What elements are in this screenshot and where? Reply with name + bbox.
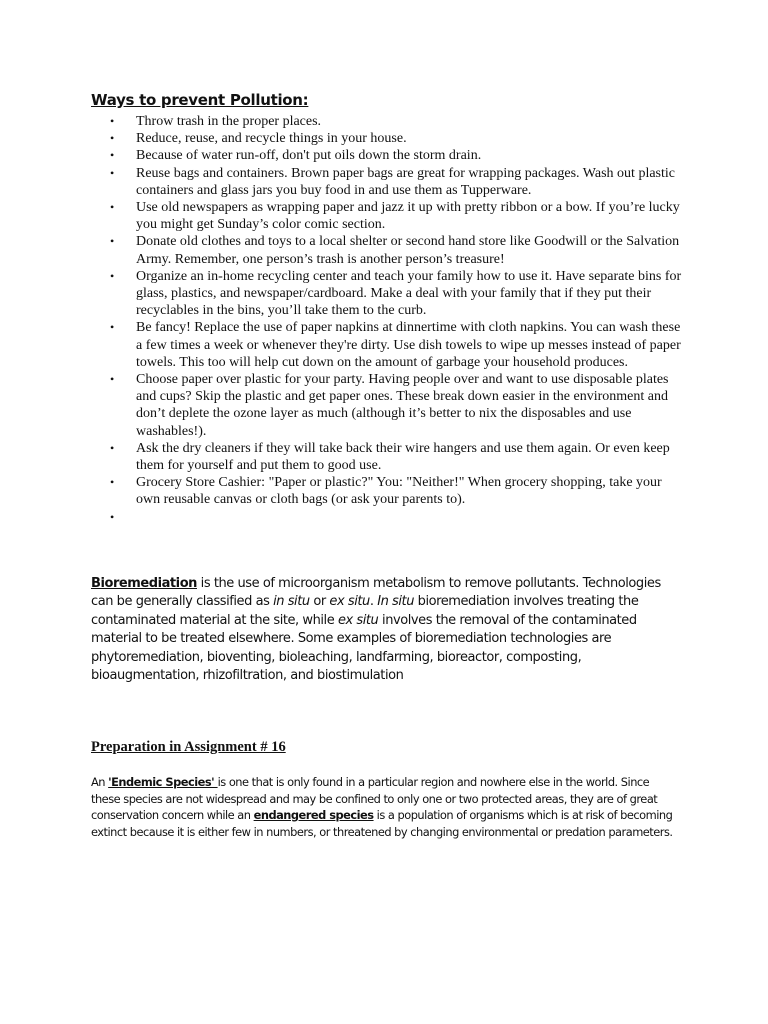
tip-text: Ask the dry cleaners if they will take back their wire hangers and use them again. Or even keep them for yourself and put them to good use. (136, 440, 670, 474)
tip-text: Be fancy! Replace the use of paper napkins at dinnertime with cloth napkins. You can wash these a few times a week or whenever they're dirty. Use dish towels to wipe up messes instead of paper towels. This too will help cut down on the amount of garbage your household produces. (136, 320, 681, 370)
tip-text: Because of water run-off, don't put oils down the storm drain. (136, 148, 482, 164)
list-item (108, 319, 688, 371)
species-text: is one that is only found in a particular region and nowhere else in the world. Since these species are not widespread and may be confined to only one or two protected areas, they are of great conservation concern while an (91, 775, 658, 823)
endangered-species-term: endangered species (253, 808, 374, 823)
bullet-icon: • (110, 165, 115, 180)
tip-text: Grocery Store Cashier: "Paper or plastic?" You: "Neither!" When grocery shopping, take your own reusable canvas or cloth bags (or ask your parents to). (136, 475, 662, 508)
bio-text: or (309, 594, 330, 610)
bullet-icon: • (110, 131, 115, 146)
tip-text: Organize an in-home recycling center and teach your family how to use it. Have separate bins for glass, plastics, and newspaper/cardboard. Make a deal with your family that if they put their recyclables in the bins, you’ll take them to the curb. (136, 268, 682, 319)
bullet-icon: • (110, 268, 115, 283)
list-item (108, 233, 688, 267)
list-item (108, 474, 688, 508)
pollution-tips-list (108, 113, 688, 531)
tip-text: Use old newspapers as wrapping paper and jazz it up with pretty ribbon or a bow. If you’re lucky you might get Sunday’s color comic section. (136, 200, 680, 233)
list-item (108, 199, 688, 233)
bullet-icon: • (110, 148, 115, 163)
ex-situ-term: ex situ (337, 612, 379, 628)
ex-situ-term: ex situ (329, 594, 370, 610)
species-text: is a population of organisms which is at risk of becoming extinct because it is either few in numbers, or threatened by changing environmental or predation parameters. (91, 808, 673, 839)
bullet-icon: • (110, 320, 115, 335)
in-situ-term: in situ (273, 594, 310, 610)
list-item (108, 371, 688, 440)
list-item (108, 268, 688, 320)
list-item-empty (108, 509, 688, 531)
pollution-heading: Ways to prevent Pollution: (91, 91, 309, 109)
bioremediation-term: Bioremediation (91, 576, 197, 591)
tip-text: Reuse bags and containers. Brown paper bags are great for wrapping packages. Wash out plastic containers and glass jars you buy food in and use them as Tupperware. (136, 165, 675, 198)
bullet-icon: • (110, 440, 115, 455)
tip-text: Donate old clothes and toys to a local shelter or second hand store like Goodwill or the Salvation Army. Remember, one person’s trash is another person’s treasure! (136, 234, 680, 267)
bio-text: involves the removal of the contaminated material to be treated elsewhere. Some examples of bioremediation technologies are phytoremediation, bioventing, bioleaching, landfarming, bioreactor, composting, bioaugmentation, rhizofiltration, and biostimulation (91, 612, 637, 684)
list-item (108, 440, 688, 474)
bio-text: . (369, 594, 378, 610)
endemic-species-term: 'Endemic Species' (108, 775, 218, 789)
tip-text: Choose paper over plastic for your party. Having people over and want to use disposable plates and cups? Skip the plastic and get paper ones. These break down easier in the environment and don’t deplete the ozone layer as much (although it’s better to nix the disposables and use washables!). (136, 372, 669, 439)
list-item (108, 147, 688, 164)
bullet-icon: • (110, 372, 115, 387)
assignment-heading: Preparation in Assignment # 16 (91, 739, 286, 755)
bullet-icon: • (110, 509, 115, 524)
bullet-icon: • (110, 114, 115, 128)
bio-text: is the use of microorganism metabolism to remove pollutants. Technologies can be generally classified as (91, 576, 661, 610)
in-situ-term: In situ (377, 594, 414, 610)
bullet-icon: • (110, 200, 115, 215)
bullet-icon: • (110, 475, 115, 490)
list-item (108, 165, 688, 199)
list-item (108, 130, 688, 147)
tip-text: Throw trash in the proper places. (136, 114, 322, 129)
species-text: An (91, 775, 109, 789)
bio-text: bioremediation involves treating the contaminated material at the site, while (91, 594, 639, 628)
tip-text: Reduce, reuse, and recycle things in your house. (136, 131, 407, 147)
bioremediation-paragraph (91, 575, 671, 685)
bullet-icon: • (110, 234, 115, 249)
species-paragraph (91, 774, 681, 840)
list-item (108, 113, 688, 130)
